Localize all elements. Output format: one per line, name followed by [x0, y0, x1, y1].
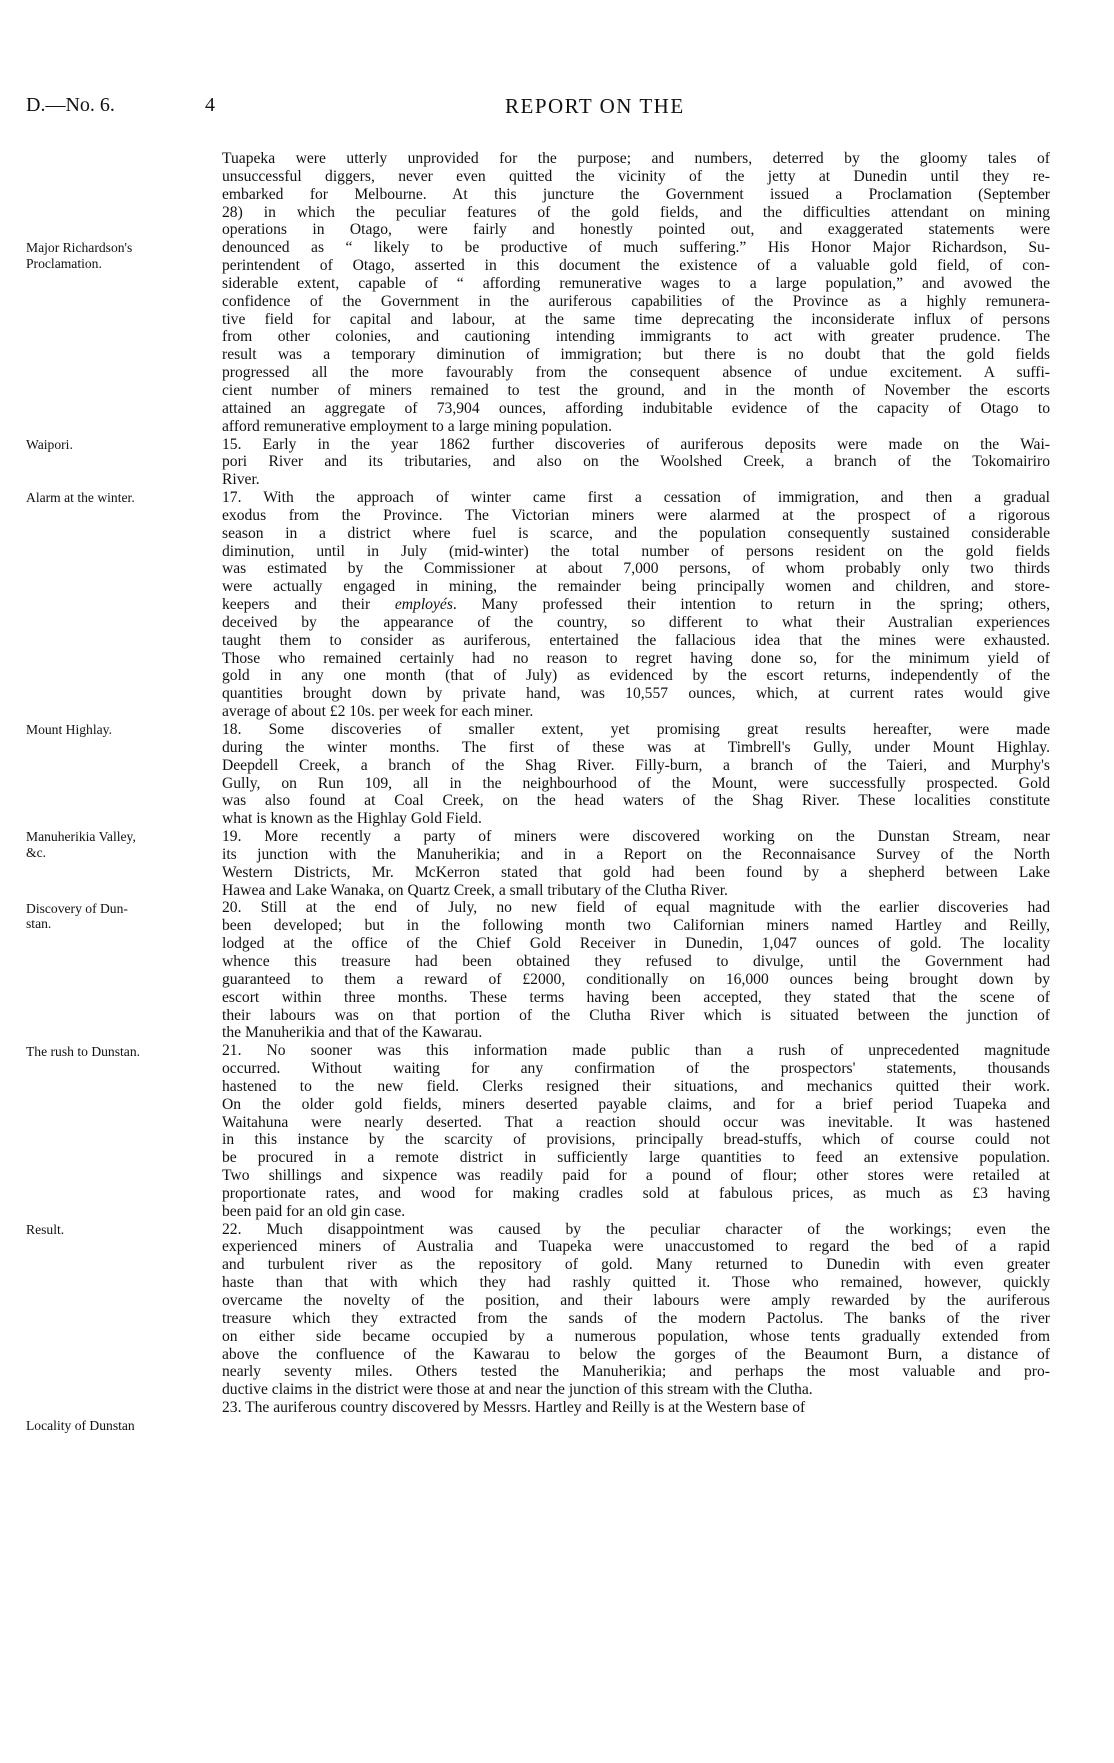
margin-note-line: Locality of Dunstan	[26, 1418, 135, 1434]
body-line: Those who remained certainly had no reason to regret having done so, for the minimum yield of	[222, 649, 1050, 667]
body-line: nearly seventy miles. Others tested the Manuherikia; and perhaps the most valuable and pro-	[222, 1363, 1050, 1381]
body-line: their labours was on that portion of the Clutha River which is situated between the junction of	[222, 1006, 1050, 1024]
body-line: during the winter months. The first of these was at Timbrell's Gully, under Mount Highlay.	[222, 738, 1050, 756]
body-line: in this instance by the scarcity of provisions, principally bread-stuffs, which of course could not	[222, 1131, 1050, 1149]
body-line: lodged at the office of the Chief Gold Receiver in Dunedin, 1,047 ounces of gold. The locality	[222, 935, 1050, 953]
body-line: deceived by the appearance of the country, so different to what their Australian experiences	[222, 613, 1050, 631]
body-line: Gully, on Run 109, all in the neighbourhood of the Mount, were successfully prospected. Gold	[222, 774, 1050, 792]
body-line: 19. More recently a party of miners were discovered working on the Dunstan Stream, near	[222, 828, 1050, 846]
margin-note	[26, 722, 196, 738]
body-line: perintendent of Otago, asserted in this document the existence of a valuable gold field, of con-	[222, 257, 1050, 275]
body-line: escort within three months. These terms having been accepted, they stated that the scene of	[222, 988, 1050, 1006]
body-line: 22. Much disappointment was caused by the peculiar character of the workings; even the	[222, 1220, 1050, 1238]
body-line: taught them to consider as auriferous, entertained the fallacious idea that the mines were exhausted.	[222, 631, 1050, 649]
margin-note	[26, 1044, 196, 1060]
body-line: was estimated by the Commissioner at about 7,000 persons, of whom probably only two thirds	[222, 560, 1050, 578]
body-line: been developed; but in the following month two Californian miners named Hartley and Reilly,	[222, 917, 1050, 935]
margin-note	[26, 901, 196, 932]
body-line: Hawea and Lake Wanaka, on Quartz Creek, a small tributary of the Clutha River.	[222, 881, 728, 899]
body-line: experienced miners of Australia and Tuapeka were unaccustomed to regard the bed of a rapid	[222, 1238, 1050, 1256]
body-line: treasure which they extracted from the sands of the modern Pactolus. The banks of the river	[222, 1309, 1050, 1327]
body-line: was also found at Coal Creek, on the head waters of the Shag River. These localities constitute	[222, 792, 1050, 810]
body-line: exodus from the Province. The Victorian miners were alarmed at the prospect of a rigorous	[222, 506, 1050, 524]
margin-note	[26, 240, 196, 271]
body-line: siderable extent, capable of “ affording remunerative wages to a large population,” and avowed the	[222, 274, 1050, 292]
margin-note	[26, 490, 196, 506]
body-line: attained an aggregate of 73,904 ounces, affording indubitable evidence of the capacity of Otago to	[222, 399, 1050, 417]
body-line: 28) in which the peculiar features of the gold fields, and the difficulties attendant on mining	[222, 203, 1050, 221]
margin-note-line: Result.	[26, 1222, 65, 1237]
body-line: Tuapeka were utterly unprovided for the purpose; and numbers, deterred by the gloomy tales of	[222, 150, 1050, 167]
body-line: guaranteed to them a reward of £2000, conditionally on 16,000 ounces being brought down by	[222, 970, 1050, 988]
body-line: on either side became occupied by a numerous population, whose tents gradually extended from	[222, 1327, 1050, 1345]
body-line: confidence of the Government in the auriferous capabilities of the Province as a highly remunera-	[222, 292, 1050, 310]
margin-note-line: Proclamation.	[26, 255, 102, 271]
body-line: haste than that with which they had rashly quitted it. Those who remained, however, quickly	[222, 1274, 1050, 1292]
body-line: 21. No sooner was this information made public than a rush of unprecedented magnitude	[222, 1042, 1050, 1060]
body-line: and turbulent river as the repository of gold. Many returned to Dunedin with even greater	[222, 1256, 1050, 1274]
body-line: 20. Still at the end of July, no new field of equal magnitude with the earlier discoveries had	[222, 899, 1050, 917]
body-line: its junction with the Manuherikia; and in a Report on the Reconnaisance Survey of the North	[222, 845, 1050, 863]
margin-note-line: Major Richardson's	[26, 240, 133, 256]
body-line: 15. Early in the year 1862 further discoveries of auriferous deposits were made on the Wai-	[222, 435, 1050, 453]
margin-note	[26, 437, 196, 453]
body-line: be procured in a remote district in sufficiently large quantities to feed an extensive population.	[222, 1149, 1050, 1167]
body-line: Waitahuna were nearly deserted. That a reaction should occur was inevitable. It was hastened	[222, 1113, 1050, 1131]
body-line: 23. The auriferous country discovered by Messrs. Hartley and Reilly is at the Western base of	[222, 1399, 806, 1417]
body-line: the Manuherikia and that of the Kawarau.	[222, 1024, 483, 1042]
document-reference: D.—No. 6.	[26, 94, 115, 116]
body-line: hastened to the new field. Clerks resigned their situations, and mechanics quitted their work.	[222, 1077, 1050, 1095]
body-text	[222, 150, 1050, 1417]
body-line: keepers and their employés. Many professed their intention to return in the spring; others,	[222, 596, 1051, 614]
body-line: average of about £2 10s. per week for each miner.	[222, 703, 534, 721]
body-line: gold in any one month (that of July) as evidenced by the escort returns, independently of the	[222, 667, 1050, 685]
margin-note-line: Alarm at the winter.	[26, 490, 135, 506]
body-line: 18. Some discoveries of smaller extent, yet promising great results hereafter, were made	[222, 721, 1050, 738]
body-line: unsuccessful diggers, never even quitted the vicinity of the jetty at Dunedin until they re-	[222, 167, 1050, 185]
page-number: 4	[205, 94, 215, 116]
body-line: diminution, until in July (mid-winter) the total number of persons resident on the gold fields	[222, 542, 1050, 560]
body-line: from other colonies, and cautioning intending immigrants to act with greater prudence. The	[222, 328, 1050, 346]
body-line: were actually engaged in mining, the remainder being principally women and children, and store-	[222, 578, 1050, 596]
body-line: operations in Otago, were fairly and honestly pointed out, and exaggerated statements were	[222, 221, 1050, 239]
body-line: tive field for capital and labour, at the same time deprecating the inconsiderate influx of persons	[222, 310, 1050, 328]
body-line: occurred. Without waiting for any confirmation of the prospectors' statements, thousands	[222, 1060, 1050, 1078]
body-line: quantities brought down by private hand, was 10,557 ounces, which, at current rates would give	[222, 685, 1050, 703]
body-line: afford remunerative employment to a large mining population.	[222, 417, 613, 435]
body-line: proportionate rates, and wood for making cradles sold at fabulous prices, as much as £3 having	[222, 1184, 1050, 1202]
body-line: been paid for an old gin case.	[222, 1202, 406, 1220]
body-line: 17. With the approach of winter came first a cessation of immigration, and then a gradual	[222, 489, 1050, 507]
margin-note-line: &c.	[26, 844, 47, 860]
margin-note	[26, 1222, 196, 1238]
body-line: embarked for Melbourne. At this juncture the Government issued a Proclamation (September	[222, 185, 1050, 203]
body-line: Western Districts, Mr. McKerron stated that gold had been found by a shepherd between Lake	[222, 863, 1050, 881]
body-line: progressed all the more favourably from the consequent absence of undue excitement. A suffi-	[222, 364, 1050, 382]
body-line: what is known as the Highlay Gold Field.	[222, 810, 482, 828]
body-line: result was a temporary diminution of immigration; but there is no doubt that the gold fields	[222, 346, 1050, 364]
margin-note-line: The rush to Dunstan.	[26, 1043, 141, 1059]
body-line: Two shillings and sixpence was readily paid for a pound of flour; other stores were retailed at	[222, 1167, 1050, 1185]
margin-note-line: Waipori.	[26, 436, 73, 452]
body-line: pori River and its tributaries, and also on the Woolshed Creek, a branch of the Tokomairiro	[222, 453, 1050, 471]
body-line: cient number of miners remained to test the ground, and in the month of November the escorts	[222, 381, 1050, 399]
margin-note	[26, 1418, 196, 1434]
margin-note-line: Mount Highlay.	[26, 722, 112, 738]
body-line: whence this treasure had been obtained they refused to divulge, until the Government had	[222, 952, 1050, 970]
body-line: River.	[222, 471, 260, 489]
margin-note-line: Discovery of Dun-	[26, 900, 128, 916]
body-line: above the confluence of the Kawarau to below the gorges of the Beaumont Burn, a distance of	[222, 1345, 1050, 1363]
margin-note	[26, 829, 196, 860]
page-title: REPORT ON THE	[505, 94, 685, 118]
margin-note-line: stan.	[26, 916, 52, 932]
body-line: Deepdell Creek, a branch of the Shag River. Filly-burn, a branch of the Taieri, and Murphy's	[222, 756, 1050, 774]
body-line: denounced as “ likely to be productive of much suffering.” His Honor Major Richardson, Su-	[222, 239, 1050, 257]
body-line: ductive claims in the district were those at and near the junction of this stream with the Clutha.	[222, 1381, 813, 1399]
body-line: overcame the novelty of the position, and their labours were amply rewarded by the auriferous	[222, 1292, 1050, 1309]
body-line: On the older gold fields, miners deserted payable claims, and for a brief period Tuapeka and	[222, 1095, 1050, 1113]
body-line: season in a district where fuel is scarce, and the population consequently sustained considerable	[222, 524, 1050, 542]
margin-note-line: Manuherikia Valley,	[26, 829, 136, 845]
page-header	[0, 94, 1114, 124]
